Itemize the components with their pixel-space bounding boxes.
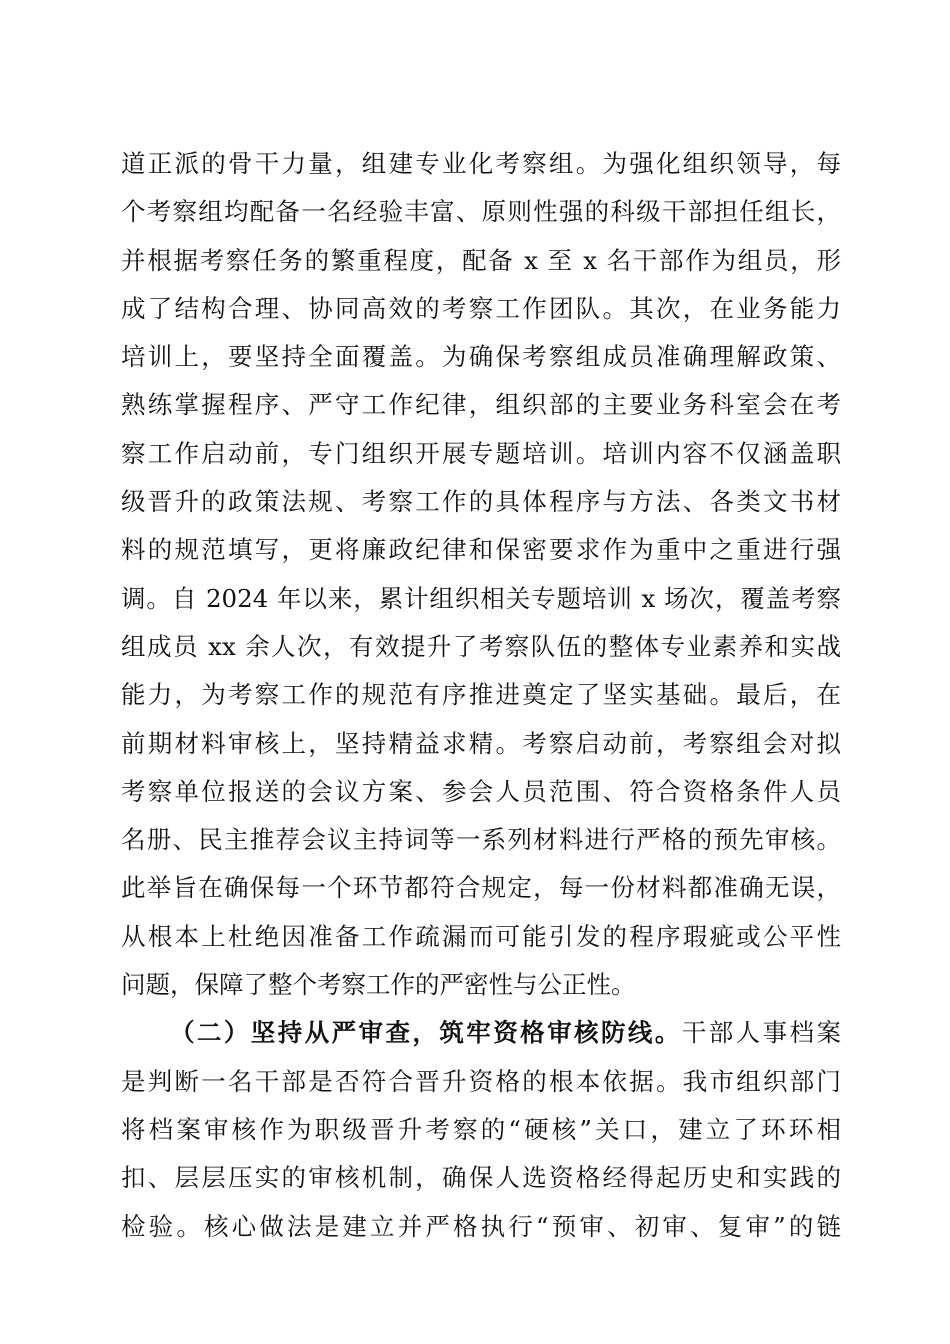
paragraph-line: 成了结构合理、协同高效的考察工作团队。其次，在业务能力 [121,293,841,323]
paragraph-line: 能力，为考察工作的规范有序推进奠定了坚实基础。最后，在 [121,680,841,710]
paragraph-line: 扣、层层压实的审核机制，确保人选资格经得起历史和实践的 [121,1163,841,1193]
paragraph-line: 并根据考察任务的繁重程度，配备 x 至 x 名干部作为组员，形 [121,245,841,275]
paragraph-line: 将档案审核作为职级晋升考察的“硬核”关口，建立了环环相 [121,1114,841,1144]
paragraph-line: 个考察组均配备一名经验丰富、原则性强的科级干部担任组长， [121,197,841,227]
paragraph-line: 是判断一名干部是否符合晋升资格的根本依据。我市组织部门 [121,1066,841,1096]
paragraph-line: 检验。核心做法是建立并严格执行“预审、初审、复审”的链 [121,1211,841,1241]
paragraph-line: 调。自 2024 年以来，累计组织相关专题培训 x 场次，覆盖考察 [121,583,841,613]
paragraph-line: 道正派的骨干力量，组建专业化考察组。为强化组织领导，每 [121,149,841,178]
paragraph-line: 前期材料审核上，坚持精益求精。考察启动前，考察组会对拟 [121,728,841,758]
paragraph-line: 考察单位报送的会议方案、参会人员范围、符合资格条件人员 [121,776,841,806]
paragraph-line: 培训上，要坚持全面覆盖。为确保考察组成员准确理解政策、 [121,342,841,372]
section-heading: （二）坚持从严审查，筑牢资格审核防线。 [170,1018,682,1048]
section-heading-rest: 干部人事档案 [681,1018,841,1048]
paragraph-line: 级晋升的政策法规、考察工作的具体程序与方法、各类文书材 [121,487,841,517]
paragraph-line: 组成员 xx 余人次，有效提升了考察队伍的整体专业素养和实战 [121,631,841,661]
paragraph-line: 名册、民主推荐会议主持词等一系列材料进行严格的预先审核。 [121,825,841,855]
paragraph-line: 料的规范填写，更将廉政纪律和保密要求作为重中之重进行强 [121,535,841,565]
paragraph-line: 察工作启动前，专门组织开展专题培训。培训内容不仅涵盖职 [121,438,841,468]
paragraph-line: 熟练掌握程序、严守工作纪律，组织部的主要业务科室会在考 [121,390,841,420]
section-heading-line [121,1009,841,1057]
paragraph-line: 此举旨在确保每一个环节都符合规定，每一份材料都准确无误， [121,873,841,903]
body-text [121,140,841,1251]
paragraph-line: 从根本上杜绝因准备工作疏漏而可能引发的程序瑕疵或公平性 [121,921,841,951]
paragraph-line: 问题，保障了整个考察工作的严密性与公正性。 [121,970,636,1000]
